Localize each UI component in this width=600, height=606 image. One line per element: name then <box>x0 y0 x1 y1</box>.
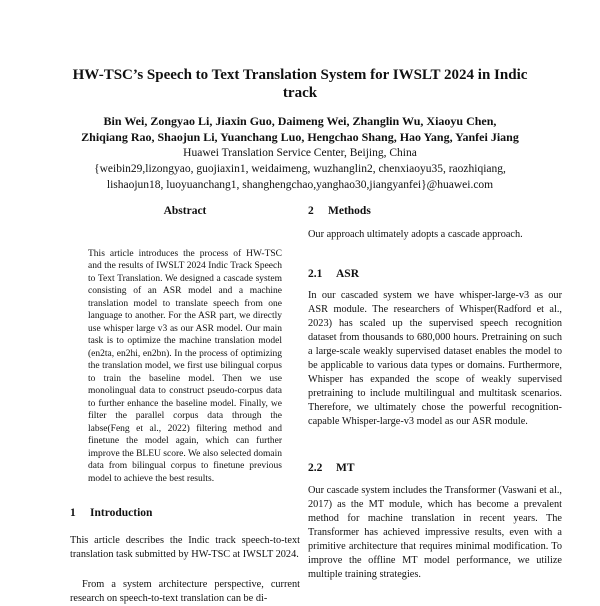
abstract-text: This article introduces the process of HW-TSC and the results of IWSLT 2024 Indic Track Speech to Text Translation. We designed a cascade system consisting of an ASR model and a machine translation model to translate speech from one language to another. For the ASR part, we directly use whisper large v3 as our ASR model. Our main task is to optimize the machine translation model (en2ta, en2hi, en2bn). In the process of optimizing the translation model, we first use bilingual corpus to train the baseline model. Then we use monolingual data to construct pseudo-corpus data to further enhance the baseline model. Finally, we filter the parallel corpus data through the labse(Feng et al., 2022) filtering method and finetune the model again, which can further improve the BLEU score. We also selected domain data from bilingual corpus to finetune previous model to achieve the best results. <box>88 248 282 484</box>
paper-title: HW-TSC’s Speech to Text Translation System for IWSLT 2024 in Indic track <box>72 67 528 101</box>
section-heading-asr <box>308 268 359 280</box>
section-title: MT <box>336 462 355 474</box>
affiliation-block <box>50 145 550 193</box>
section-number: 1 <box>70 507 76 519</box>
section-number: 2.1 <box>308 268 323 280</box>
author-list <box>50 113 550 145</box>
abstract-heading: Abstract <box>163 205 207 217</box>
introduction-paragraph: This article describes the Indic track speech-to-text translation task submitted by HW-TSC at IWSLT 2024. <box>70 535 300 560</box>
affiliation: Huawei Translation Service Center, Beijing, China <box>183 147 417 159</box>
section-title: Methods <box>328 205 371 217</box>
section-number: 2 <box>308 205 314 217</box>
section-heading-introduction <box>70 507 152 519</box>
introduction-paragraph: From a system architecture perspective, current research on speech-to-text translation can be di- <box>70 579 300 604</box>
asr-paragraph: In our cascaded system we have whisper-large-v3 as our ASR module. The researchers of Whisper(Radford et al., 2023) has scaled up the supervised speech recognition dataset from thousands to 680,000 hours. Pretraining on such a large-scale weakly supervised dataset enables the model to be applicable to various data types or domains. Furthermore, Whisper has expanded the scope of weakly supervised pretraining to include multilingual and multitask scenarios. Therefore, we ultimately chose the powerful recognition-capable Whisper-large-v3 model as our ASR module. <box>308 290 562 427</box>
email-line: {weibin29,lizongyao, guojiaxin1, weidaimeng, wuzhanglin2, chenxiaoyu35, raozhiqiang, <box>94 163 506 175</box>
methods-paragraph: Our approach ultimately adopts a cascade approach. <box>308 229 523 240</box>
section-heading-mt <box>308 462 355 474</box>
author-line: Bin Wei, Zongyao Li, Jiaxin Guo, Daimeng Wei, Zhanglin Wu, Xiaoyu Chen, <box>103 114 497 128</box>
section-number: 2.2 <box>308 462 323 474</box>
email-line: lishaojun18, luoyuanchang1, shanghengchao,yanghao30,jiangyanfei}@huawei.com <box>106 179 494 191</box>
section-title: Introduction <box>90 507 153 519</box>
section-heading-methods <box>308 205 371 217</box>
author-line: Zhiqiang Rao, Shaojun Li, Yuanchang Luo, Hengchao Shang, Hao Yang, Yanfei Jiang <box>81 130 519 144</box>
section-title: ASR <box>336 268 360 280</box>
mt-paragraph: Our cascade system includes the Transformer (Vaswani et al., 2017) as the MT module, which has become a prevalent method for machine translation in recent years. The Transformer has achieved impressive results, even with a primitive architecture that requires minimal modification. To improve the offline MT model performance, we utilize multiple training strategies. <box>308 485 562 580</box>
